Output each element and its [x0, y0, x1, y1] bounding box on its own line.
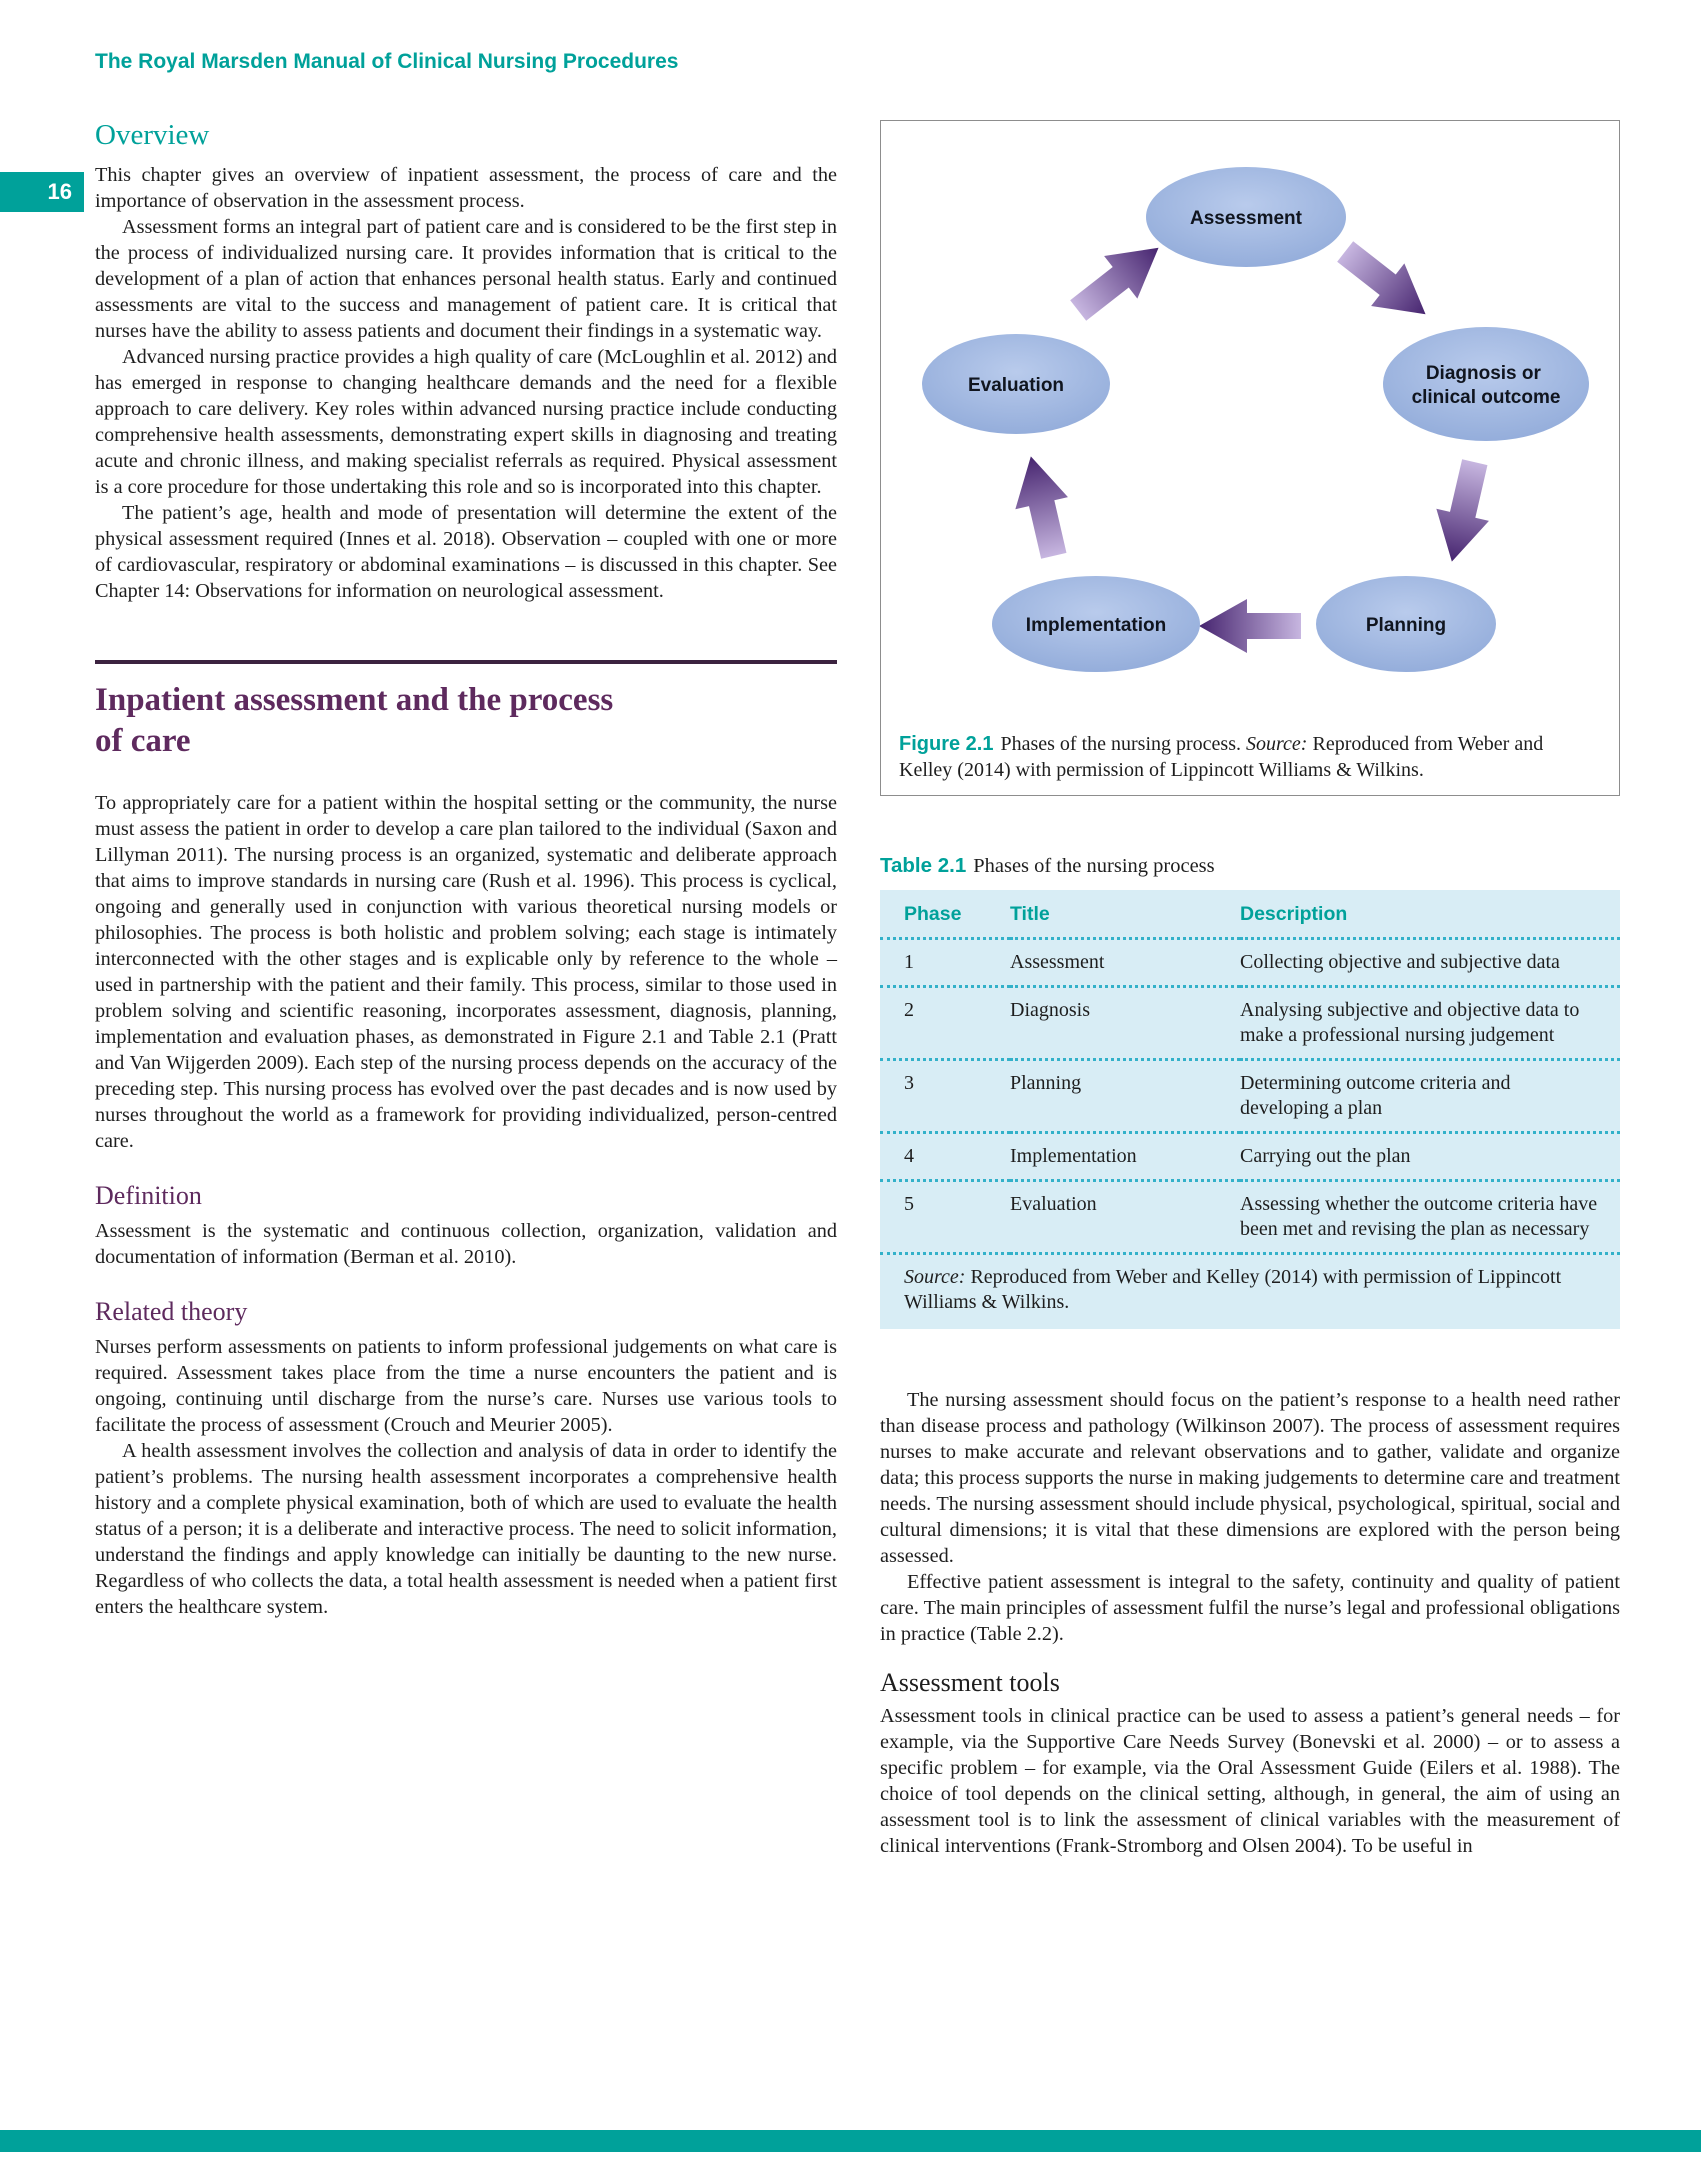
node-diagnosis — [1383, 327, 1589, 441]
node-assessment-label: Assessment — [1190, 208, 1302, 229]
cell-phase: 4 — [880, 1133, 1010, 1181]
nursing-process-table — [880, 890, 1620, 1329]
cell-title: Planning — [1010, 1060, 1240, 1133]
node-diagnosis-label: Diagnosis or clinical outcome — [1411, 363, 1561, 408]
node-planning-label: Planning — [1365, 615, 1447, 636]
page-number: 16 — [47, 179, 72, 204]
table-source-note — [880, 1254, 1620, 1330]
node-evaluation-label: Evaluation — [967, 375, 1065, 396]
figure-caption — [891, 729, 1609, 787]
table-source-label: Source: — [904, 1266, 966, 1288]
column-header-description: Description — [1240, 890, 1620, 939]
nursing-process-cycle-diagram — [891, 129, 1607, 729]
node-implementation-label: Implementation — [1025, 615, 1167, 636]
assessment-tools-heading: Assessment tools — [880, 1668, 1060, 1697]
section-paragraph-1: To appropriately care for a patient within the hospital setting or the community, the nurse must assess the patient in order to develop a care plan tailored to the individual (Saxon and Lillyman 2011). The nursing process is an organized, systematic and deliberate approach that aims to improve standards in nursing care (Rush et al. 1996). This process is cyclical, ongoing and generally used in conjunction with various theoretical nursing models or philosophies. The process is both holistic and problem solving; each stage is intimately interconnected with the other stages and is explicable only by reference to the whole – used in partnership with the patient and their family. This process, similar to those used in problem solving and scientific reasoning, incorporates assessment, diagnosis, planning, implementation and evaluation phases, as demonstrated in Figure 2.1 and Table 2.1 (Pratt and Van Wijgerden 2009). Each step of the nursing process depends on the accuracy of the preceding step. This nursing process has evolved over the past decades and is now used by nurses throughout the world as a framework for providing individualized, person-centred care. — [95, 792, 837, 1152]
related-theory-paragraph-2: A health assessment involves the collection and analysis of data in order to identify the patient’s problems. The nursing health assessment incorporates a comprehensive health history and a complete physical examination, both of which are used to evaluate the health status of a person; it is a deliberate and interactive process. The need to solicit information, understand the findings and apply knowledge can initially be daunting to the new nurse. Regardless of who collects the data, a total health assessment is needed when a patient first enters the healthcare system. — [95, 1440, 837, 1618]
left-column — [95, 118, 837, 1620]
cell-phase: 3 — [880, 1060, 1010, 1133]
cell-description: Assessing whether the outcome criteria have been met and revising the plan as necessary — [1240, 1181, 1620, 1254]
section-heading-line-2: of care — [95, 723, 191, 759]
cell-description: Analysing subjective and objective data to make a professional nursing judgement — [1240, 987, 1620, 1060]
table-row — [880, 987, 1620, 1060]
arrow-evaluation-to-assessment-icon — [1062, 226, 1176, 331]
section-divider-rule — [95, 660, 837, 664]
right-column — [880, 120, 1620, 1859]
table-row — [880, 1133, 1620, 1181]
figure-source-label: Source: — [1246, 733, 1308, 755]
right-paragraph-1: The nursing assessment should focus on the patient’s response to a health need rather than disease process and pathology (Wilkinson 2007). The process of assessment requires nurses to make accurate and relevant observations and to gather, validate and organize data; this process supports the nurse in making judgements to determine care and treatment needs. The nursing assessment should include physical, psychological, spiritual, social and cultural dimensions; it is vital that these dimensions are explored with the person being assessed. — [880, 1389, 1620, 1567]
definition-heading: Definition — [95, 1181, 202, 1210]
related-theory-heading: Related theory — [95, 1297, 248, 1326]
cell-phase: 5 — [880, 1181, 1010, 1254]
figure-caption-label: Figure 2.1 — [899, 733, 994, 755]
table-caption-text: Phases of the nursing process — [973, 855, 1215, 877]
section-heading-line-1: Inpatient assessment and the process — [95, 682, 614, 718]
column-header-phase: Phase — [880, 890, 1010, 939]
arrow-assessment-to-diagnosis-icon — [1329, 230, 1443, 335]
right-paragraph-2: Effective patient assessment is integral to the safety, continuity and quality of patient care. The main principles of assessment fulfil the nurse’s legal and professional obligations in practice (Table 2.2). — [880, 1571, 1620, 1645]
arrow-planning-to-implementation-icon — [1199, 599, 1301, 653]
overview-paragraph-3: Advanced nursing practice provides a high quality of care (McLoughlin et al. 2012) and has emerged in response to changing healthcare demands and the need for a flexible approach to care delivery. Key roles within advanced nursing practice include conducting comprehensive health assessments, demonstrating expert skills in diagnosing and treating acute and chronic illness, and making specialist referrals as required. Physical assessment is a core procedure for those undertaking this role and so is incorporated into this chapter. — [95, 346, 837, 498]
table-row — [880, 1060, 1620, 1133]
arrow-diagnosis-to-planning-icon — [1426, 456, 1502, 568]
overview-paragraph-4: The patient’s age, health and mode of presentation will determine the extent of the physical assessment required (Innes et al. 2018). Observation – coupled with one or more of cardiovascular, respiratory or abdominal examinations – is discussed in this chapter. See Chapter 14: Observations for information on neurological assessment. — [95, 502, 837, 602]
table-row — [880, 939, 1620, 987]
page-number-badge — [0, 172, 84, 212]
cell-phase: 2 — [880, 987, 1010, 1060]
table-header-row — [880, 890, 1620, 939]
definition-paragraph: Assessment is the systematic and continuous collection, organization, validation and documentation of information (Berman et al. 2010). — [95, 1220, 837, 1268]
overview-paragraph-2: Assessment forms an integral part of patient care and is considered to be the first step in the process of individualized nursing care. It provides information that is critical to the development of a plan of action that enhances personal health status. Early and continued assessments are vital to the success and management of patient care. It is critical that nurses have the ability to assess patients and document their findings in a systematic way. — [95, 216, 837, 342]
figure-source-text: Reproduced from Weber and Kelley (2014) with permission of Lippincott Williams & Wilkins. — [899, 733, 1544, 781]
running-header: The Royal Marsden Manual of Clinical Nursing Procedures — [95, 50, 679, 73]
table-row — [880, 1181, 1620, 1254]
related-theory-paragraph-1: Nurses perform assessments on patients to inform professional judgements on what care is required. Assessment takes place from the time a nurse encounters the patient and is ongoing, continuing until discharge from the nurse’s care. Nurses use various tools to facilitate the process of assessment (Crouch and Meurier 2005). — [95, 1336, 837, 1436]
cell-title: Assessment — [1010, 939, 1240, 987]
table-source-row — [880, 1254, 1620, 1330]
table-caption-label: Table 2.1 — [880, 854, 967, 877]
figure-box — [880, 120, 1620, 796]
cell-title: Diagnosis — [1010, 987, 1240, 1060]
cell-title: Implementation — [1010, 1133, 1240, 1181]
overview-paragraph-1: This chapter gives an overview of inpatient assessment, the process of care and the importance of observation in the assessment process. — [95, 164, 837, 212]
arrow-implementation-to-evaluation-icon — [1005, 450, 1081, 562]
cell-description: Collecting objective and subjective data — [1240, 939, 1620, 987]
table-source-text: Reproduced from Weber and Kelley (2014) with permission of Lippincott Williams & Wilkins. — [904, 1266, 1562, 1313]
cell-description: Determining outcome criteria and developing a plan — [1240, 1060, 1620, 1133]
overview-heading: Overview — [95, 119, 210, 151]
figure-caption-text: Phases of the nursing process. — [1000, 733, 1242, 755]
assessment-tools-paragraph: Assessment tools in clinical practice can be used to assess a patient’s general needs – for example, via the Supportive Care Needs Survey (Bonevski et al. 2000) – or to assess a specific problem – for example, via the Oral Assessment Guide (Eilers et al. 1988). The choice of tool depends on the clinical setting, although, in general, the aim of using an assessment tool is to link the assessment of clinical variables with the measurement of clinical interventions (Frank-Stromborg and Olsen 2004). To be useful in — [880, 1705, 1620, 1857]
table-caption — [880, 854, 1620, 878]
cell-title: Evaluation — [1010, 1181, 1240, 1254]
cell-description: Carrying out the plan — [1240, 1133, 1620, 1181]
column-header-title: Title — [1010, 890, 1240, 939]
section-heading — [95, 680, 837, 762]
footer-bar — [0, 2130, 1701, 2152]
cell-phase: 1 — [880, 939, 1010, 987]
